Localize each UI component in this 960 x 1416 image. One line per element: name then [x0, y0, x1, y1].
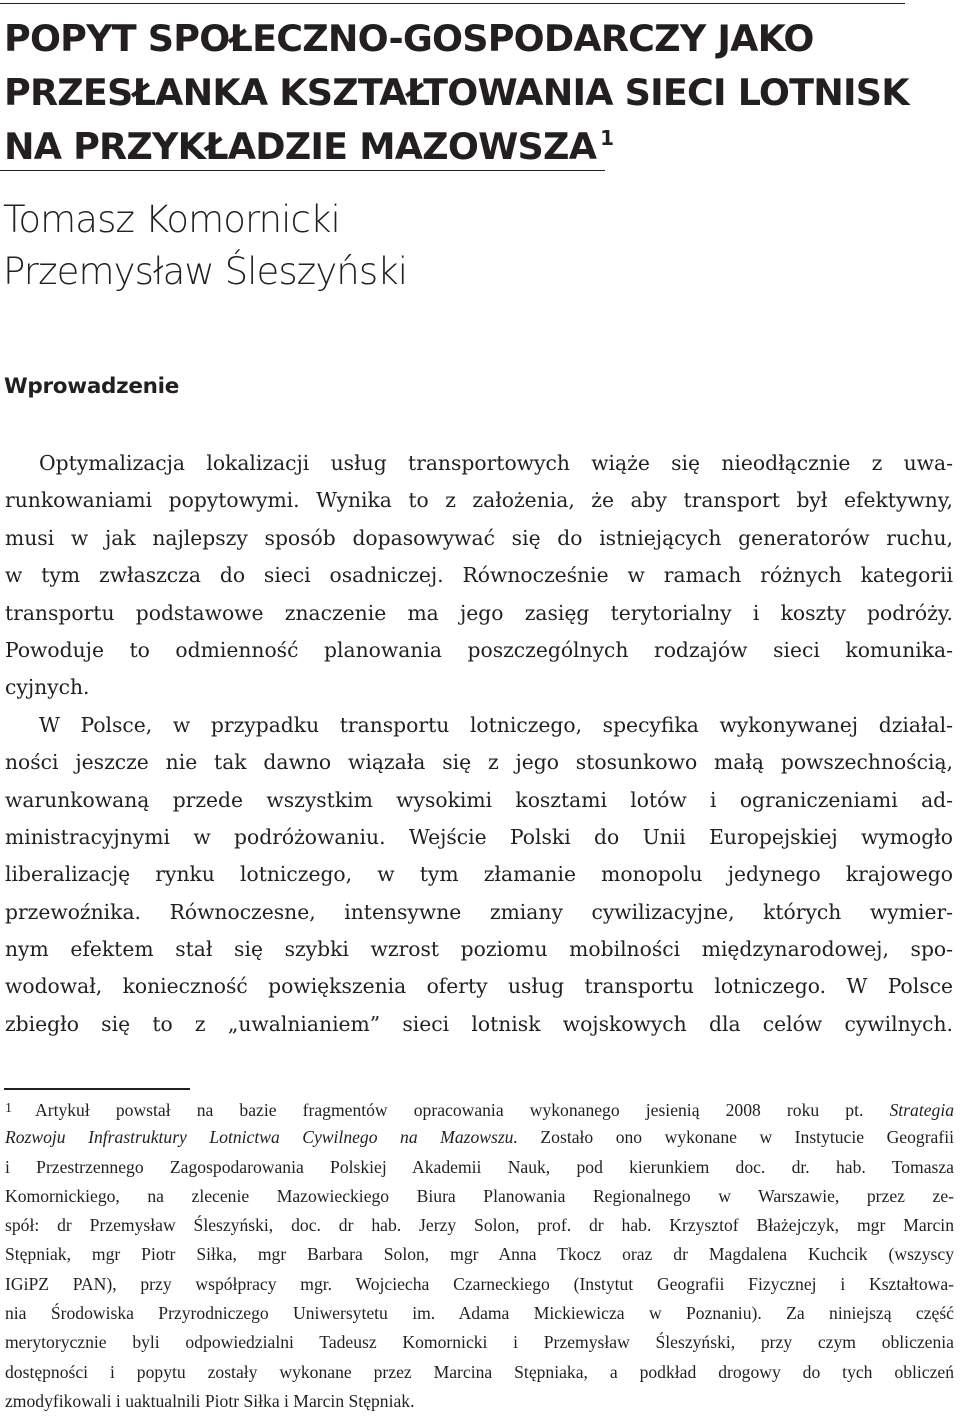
article-title [4, 12, 924, 174]
footnote-line [5, 1123, 954, 1152]
title-line-2: PRZESŁANKA KSZTAŁTOWANIA SIECI LOTNISK [4, 71, 909, 114]
body-text [5, 445, 953, 1043]
section-heading: Wprowadzenie [4, 374, 179, 399]
footnote [5, 1094, 954, 1416]
body-line: musi w jak najlepszy sposób dopasowywać się do istniejących generatorów ruchu, [5, 525, 953, 550]
author-2: Przemysław Śleszyński [3, 250, 408, 293]
footnote-number: 1 [5, 1101, 12, 1116]
footnote-italic-title: Rozwoju Infrastruktury Lotnictwa Cywilnego na Mazowszu. [5, 1127, 518, 1148]
footnote-line: dostępności i popytu zostały wykonane przez Marcina Stępniaka, a podkład drogowy do tych obliczeń [5, 1361, 954, 1382]
body-line: ności jeszcze nie tak dawno wiązała się z jego stosunkowo małą powszechnością, [5, 750, 953, 775]
footnote-line: IGiPZ PAN), przy współpracy mgr. Wojciecha Czarneckiego (Instytut Geografii Fizycznej i Kształtowa- [5, 1273, 954, 1294]
footnote-line: merytorycznie byli odpowiedzialni Tadeusz Komornicki i Przemysław Śleszyński, przy czym obliczenia [5, 1332, 954, 1353]
body-line: nym efektem stał się szybki wzrost poziomu mobilności międzynarodowej, spo- [5, 937, 953, 962]
body-line: w tym zwłaszcza do sieci osadniczej. Równocześnie w ramach różnych kategorii [5, 563, 953, 588]
title-line-3 [4, 120, 924, 174]
body-line: runkowaniami popytowymi. Wynika to z założenia, że aby transport był efektywny, [5, 488, 953, 513]
footnote-text: Artykuł powstał na bazie fragmentów opracowania wykonanego jesienią 2008 roku pt. [35, 1100, 864, 1120]
body-line: zbiegło się to z „uwalnianiem” sieci lotnisk wojskowych dla celów cywilnych. [5, 1011, 953, 1036]
footnote-line: Stępniak, mgr Piotr Siłka, mgr Barbara Solon, mgr Anna Tkocz oraz dr Magdalena Kuchcik (wszyscy [5, 1244, 954, 1265]
body-line: Optymalizacja lokalizacji usług transportowych wiąże się nieodłącznie z uwa- [39, 451, 953, 475]
body-line: liberalizację rynku lotniczego, w tym złamanie monopolu jedynego krajowego [5, 862, 953, 887]
footnote-line: i Przestrzennego Zagospodarowania Polskiej Akademii Nauk, pod kierunkiem doc. dr. hab. Tomasza [5, 1156, 954, 1177]
footnote-line [5, 1094, 954, 1123]
title-line-3-text: NA PRZYKŁADZIE MAZOWSZA [4, 125, 597, 168]
body-line: warunkowaną przede wszystkim wysokimi kosztami lotów i ograniczeniami ad- [5, 787, 953, 812]
body-line: cyjnych. [5, 675, 90, 700]
title-underline-rule [0, 170, 605, 171]
footnote-italic-title: Strategia [889, 1100, 955, 1120]
body-line: W Polsce, w przypadku transportu lotniczego, specyfika wykonywanej działal- [39, 712, 953, 737]
body-line: przewoźnika. Równoczesne, intensywne zmiany cywilizacyjne, których wymier- [5, 899, 953, 924]
footnote-rule [4, 1088, 190, 1090]
title-footnote-marker: 1 [600, 126, 614, 150]
body-line: Powoduje to odmienność planowania poszczególnych rodzajów sieci komunika- [5, 637, 953, 662]
top-rule [0, 3, 905, 4]
footnote-line: Komornickiego, na zlecenie Mazowieckiego Biura Planowania Regionalnego w Warszawie, przez ze- [5, 1185, 954, 1206]
footnote-line: nia Środowiska Przyrodniczego Uniwersytetu im. Adama Mickiewicza w Poznaniu). Za niniejszą część [5, 1303, 954, 1324]
author-1: Tomasz Komornicki [3, 198, 340, 241]
body-line: wodował, konieczność powiększenia oferty usług transportu lotniczego. W Polsce [5, 974, 953, 999]
title-line-1: POPYT SPOŁECZNO-GOSPODARCZY JAKO [4, 17, 814, 60]
footnote-text: Zostało ono wykonane w Instytucie Geografii [540, 1127, 954, 1148]
body-line: ministracyjnymi w podróżowaniu. Wejście Polski do Unii Europejskiej wymogło [5, 824, 953, 849]
footnote-line: spół: dr Przemysław Śleszyński, doc. dr hab. Jerzy Solon, prof. dr hab. Krzysztof Błażejczyk, mgr Marcin [5, 1215, 954, 1236]
authors [3, 194, 407, 298]
body-line: transportu podstawowe znaczenie ma jego zasięg terytorialny i koszty podróży. [5, 600, 953, 625]
footnote-line: zmodyfikowali i uaktualnili Piotr Siłka i Marcin Stępniak. [5, 1390, 415, 1411]
